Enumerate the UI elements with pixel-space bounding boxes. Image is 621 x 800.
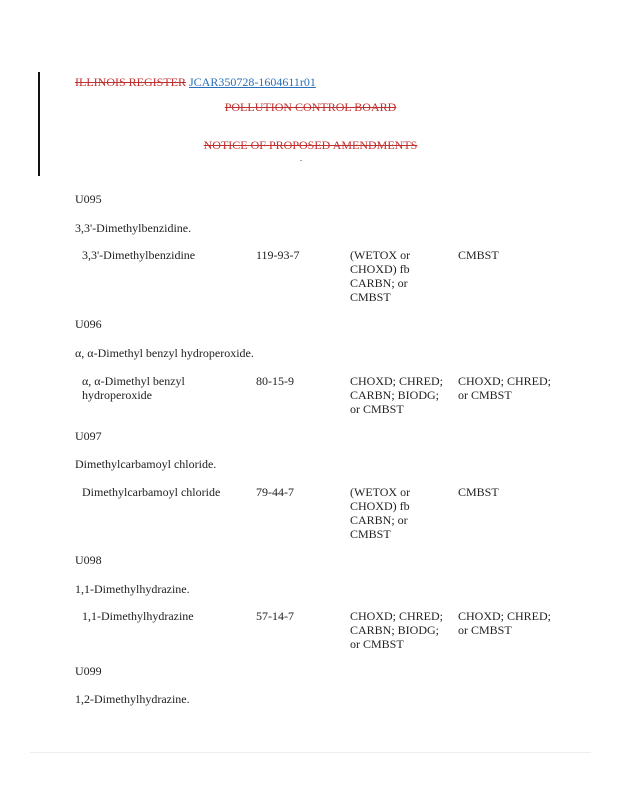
cas-cell: 79-44-7: [256, 485, 294, 499]
nonwastewater-cell: CHOXD; CHRED; or CMBST: [458, 374, 552, 402]
cas-cell: 80-15-9: [256, 374, 294, 388]
register-inserted-text[interactable]: JCAR350728-1604611r01: [189, 75, 316, 89]
waste-name: 3,3'-Dimethylbenzidine.: [75, 221, 192, 235]
waste-name: 1,2-Dimethylhydrazine.: [75, 692, 190, 706]
cas-cell: 119-93-7: [256, 248, 300, 262]
waste-name: 1,1-Dimethylhydrazine.: [75, 582, 190, 596]
waste-code: U099: [75, 664, 102, 678]
waste-code: U097: [75, 429, 102, 443]
register-struck-text: ILLINOIS REGISTER: [75, 75, 186, 89]
constituent-cell: α, α-Dimethyl benzyl hydroperoxide: [82, 374, 185, 402]
wastewater-cell: (WETOX or CHOXD) fb CARBN; or CMBST: [350, 485, 411, 541]
cas-cell: 57-14-7: [256, 609, 294, 623]
nonwastewater-cell: CMBST: [458, 248, 499, 262]
constituent-cell: Dimethylcarbamoyl chloride: [82, 485, 221, 499]
notice-header: NOTICE OF PROPOSED AMENDMENTS: [203, 138, 418, 152]
waste-code: U098: [75, 553, 102, 567]
register-header: [75, 75, 316, 90]
revision-change-bar: [38, 72, 40, 176]
waste-name: α, α-Dimethyl benzyl hydroperoxide.: [75, 346, 254, 360]
constituent-cell: 1,1-Dimethylhydrazine: [82, 609, 194, 623]
nonwastewater-cell: CMBST: [458, 485, 499, 499]
wastewater-cell: CHOXD; CHRED; CARBN; BIODG; or CMBST: [350, 374, 444, 416]
stray-mark: [300, 160, 302, 161]
waste-name: Dimethylcarbamoyl chloride.: [75, 457, 217, 471]
waste-code: U095: [75, 192, 102, 206]
footer-divider: [30, 752, 591, 753]
wastewater-cell: (WETOX or CHOXD) fb CARBN; or CMBST: [350, 248, 411, 304]
constituent-cell: 3,3'-Dimethylbenzidine: [82, 248, 196, 262]
board-header: POLLUTION CONTROL BOARD: [224, 100, 397, 114]
wastewater-cell: CHOXD; CHRED; CARBN; BIODG; or CMBST: [350, 609, 444, 651]
waste-code: U096: [75, 317, 102, 331]
nonwastewater-cell: CHOXD; CHRED; or CMBST: [458, 609, 552, 637]
